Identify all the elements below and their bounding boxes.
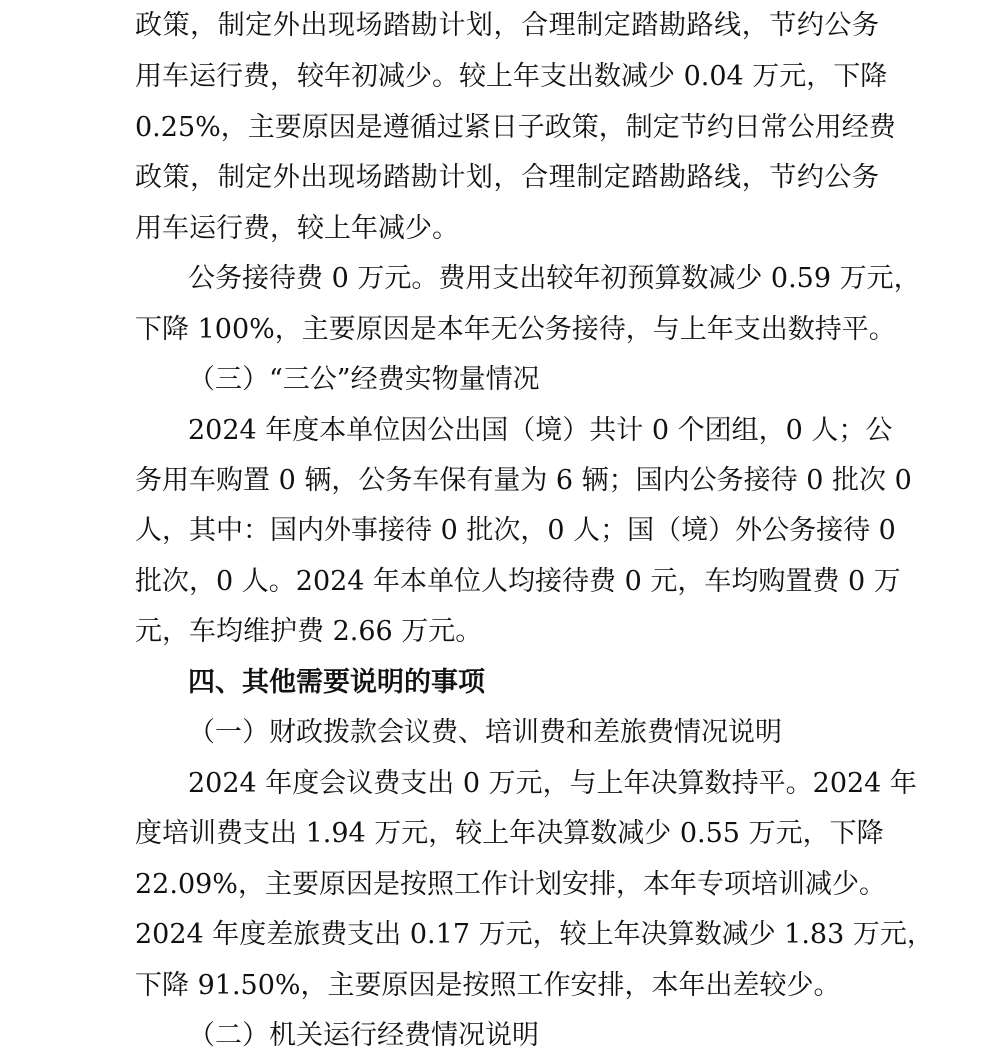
paragraph-line: 元，车均维护费 2.66 万元。 [135,616,483,647]
paragraph-line: 度培训费支出 1.94 万元，较上年决算数减少 0.55 万元，下降 [135,818,884,849]
section-heading: （三）“三公”经费实物量情况 [188,364,540,395]
section-heading: 四、其他需要说明的事项 [188,667,485,698]
paragraph-line: 人，其中：国内外事接待 0 批次，0 人；国（境）外公务接待 0 [135,515,896,546]
paragraph-line: 用车运行费，较上年减少。 [135,213,459,244]
paragraph-line: 公务接待费 0 万元。费用支出较年初预算数减少 0.59 万元， [188,263,921,294]
paragraph-line: 用车运行费，较年初减少。较上年支出数减少 0.04 万元，下降 [135,61,888,92]
paragraph-line: 务用车购置 0 辆，公务车保有量为 6 辆；国内公务接待 0 批次 0 [135,465,912,496]
paragraph-line: 2024 年度差旅费支出 0.17 万元，较上年决算数减少 1.83 万元， [135,919,934,950]
paragraph-line: 下降 100%，主要原因是本年无公务接待，与上年支出数持平。 [135,314,896,345]
section-heading: （一）财政拨款会议费、培训费和差旅费情况说明 [188,717,782,748]
paragraph-line: 22.09%，主要原因是按照工作计划安排，本年专项培训减少。 [135,869,886,900]
paragraph-line: 2024 年度本单位因公出国（境）共计 0 个团组，0 人；公 [188,415,893,446]
paragraph-line: 下降 91.50%，主要原因是按照工作安排，本年出差较少。 [135,970,841,1001]
paragraph-line: 政策，制定外出现场踏勘计划，合理制定踏勘路线，节约公务 [135,162,879,193]
paragraph-line: 2024 年度会议费支出 0 万元，与上年决算数持平。2024 年 [188,768,917,799]
paragraph-line: 批次，0 人。2024 年本单位人均接待费 0 元，车均购置费 0 万 [135,566,901,597]
paragraph-line: 0.25%，主要原因是遵循过紧日子政策，制定节约日常公用经费 [135,112,896,143]
paragraph-line: 政策，制定外出现场踏勘计划，合理制定踏勘路线，节约公务 [135,10,879,41]
section-heading: （二）机关运行经费情况说明 [188,1020,539,1051]
